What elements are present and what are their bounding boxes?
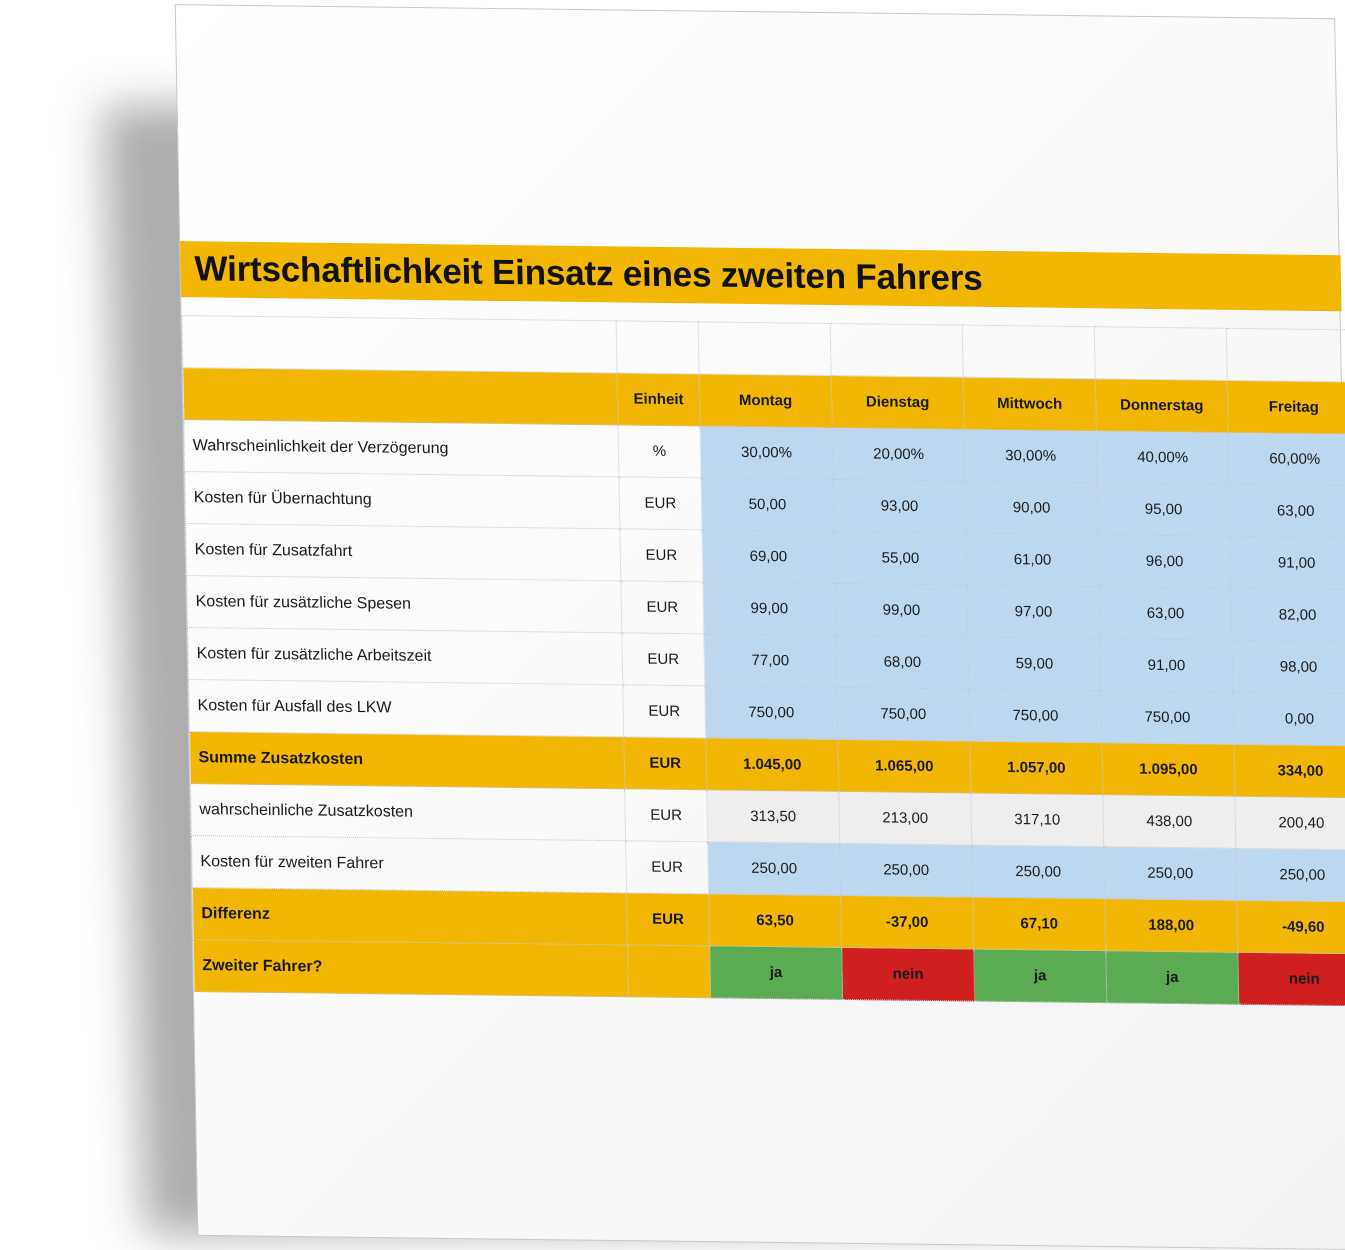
row-label: wahrscheinliche Zusatzkosten: [190, 783, 625, 840]
cell-value: 250,00: [1236, 848, 1345, 902]
worksheet-table: [181, 315, 1345, 1006]
cell-value: 750,00: [837, 687, 970, 741]
column-header-donnerstag: Donnerstag: [1095, 379, 1228, 433]
cell-value: 250,00: [840, 843, 973, 897]
cell-value-negative: -37,00: [841, 895, 974, 949]
cell-value: 82,00: [1231, 588, 1345, 642]
column-header-montag: Montag: [699, 374, 832, 428]
cell-value: 250,00: [708, 842, 841, 896]
cell-value: 93,00: [833, 479, 966, 533]
cell-value: 250,00: [972, 845, 1105, 899]
column-header-blank: [183, 368, 618, 425]
cell-value: 317,10: [971, 793, 1104, 847]
cell-value: 55,00: [834, 531, 967, 585]
cell-value: 97,00: [967, 585, 1100, 639]
spacer-cell: [1226, 328, 1345, 382]
cell-value: 69,00: [702, 530, 835, 584]
cell-value: 63,50: [709, 894, 842, 948]
row-unit: EUR: [627, 893, 710, 946]
decision-badge-yes: ja: [710, 946, 843, 1000]
row-label: Differenz: [192, 887, 627, 944]
cell-value: 188,00: [1105, 899, 1238, 953]
row-label: Kosten für zusätzliche Spesen: [187, 576, 622, 633]
decision-badge-yes: ja: [1106, 951, 1239, 1005]
row-unit: EUR: [623, 685, 706, 738]
spacer-cell: [962, 325, 1095, 379]
spacer-cell: [830, 323, 963, 377]
cell-value: 59,00: [968, 637, 1101, 691]
cell-value: 77,00: [704, 634, 837, 688]
cell-value: 99,00: [835, 583, 968, 637]
cell-value: 61,00: [966, 533, 1099, 587]
page-title: Wirtschaftlichkeit Einsatz eines zweiten Fahrers: [194, 249, 983, 298]
row-unit: EUR: [622, 633, 705, 686]
row-unit: [628, 945, 711, 998]
column-header-freitag: Freitag: [1227, 380, 1345, 434]
cell-value: 68,00: [836, 635, 969, 689]
row-unit: EUR: [619, 477, 702, 530]
column-header-unit: Einheit: [617, 373, 700, 426]
column-header-mittwoch: Mittwoch: [963, 377, 1096, 431]
cell-value: 1.095,00: [1102, 743, 1235, 797]
title-banner: [180, 241, 1341, 311]
cell-value: 99,00: [703, 582, 836, 636]
spacer-cell: [616, 321, 699, 374]
cell-value: 0,00: [1233, 692, 1345, 746]
row-unit: %: [618, 425, 701, 478]
decision-badge-no: nein: [842, 947, 975, 1001]
cell-value: 60,00%: [1228, 432, 1345, 486]
cell-value: 750,00: [705, 686, 838, 740]
cell-value: 98,00: [1232, 640, 1345, 694]
cell-value: 50,00: [701, 478, 834, 532]
cell-value: 750,00: [969, 689, 1102, 743]
cell-value: 30,00%: [964, 429, 1097, 483]
cell-value: 334,00: [1234, 744, 1345, 798]
cell-value: 95,00: [1097, 483, 1230, 537]
column-header-dienstag: Dienstag: [831, 375, 964, 429]
cell-value: 1.045,00: [706, 738, 839, 792]
cell-value: 91,00: [1230, 536, 1345, 590]
cell-value: 438,00: [1103, 795, 1236, 849]
spacer-cell: [182, 316, 617, 373]
row-unit: EUR: [624, 737, 707, 790]
spreadsheet-sheet: [175, 4, 1345, 1250]
row-label: Kosten für zweiten Fahrer: [191, 835, 626, 892]
cell-value: 90,00: [965, 481, 1098, 535]
spacer-cell: [698, 322, 831, 376]
row-unit: EUR: [625, 789, 708, 842]
cell-value: 1.057,00: [970, 741, 1103, 795]
row-label: Wahrscheinlichkeit der Verzögerung: [184, 420, 619, 477]
row-label: Kosten für Zusatzfahrt: [186, 524, 621, 581]
row-label: Kosten für Ausfall des LKW: [189, 680, 624, 737]
row-unit: EUR: [626, 841, 709, 894]
cell-value: 63,00: [1099, 587, 1232, 641]
cell-value: 200,40: [1235, 796, 1345, 850]
row-label: Kosten für Übernachtung: [185, 472, 620, 529]
cell-value: 250,00: [1104, 847, 1237, 901]
cell-value: 67,10: [973, 897, 1106, 951]
row-label: Summe Zusatzkosten: [190, 731, 625, 788]
row-unit: EUR: [621, 581, 704, 634]
cell-value: 40,00%: [1096, 431, 1229, 485]
cell-value: 20,00%: [832, 427, 965, 481]
cell-value: 91,00: [1100, 639, 1233, 693]
cell-value: 213,00: [839, 791, 972, 845]
spacer-cell: [1094, 327, 1227, 381]
cell-value-negative: -49,60: [1237, 900, 1345, 954]
cell-value: 750,00: [1101, 691, 1234, 745]
cell-value: 30,00%: [700, 426, 833, 480]
row-unit: EUR: [620, 529, 703, 582]
decision-badge-yes: ja: [974, 949, 1107, 1003]
row-label: Zweiter Fahrer?: [193, 939, 628, 996]
cell-value: 96,00: [1098, 535, 1231, 589]
decision-badge-no: nein: [1238, 952, 1345, 1006]
cell-value: 1.065,00: [838, 739, 971, 793]
cell-value: 63,00: [1229, 484, 1345, 538]
row-label: Kosten für zusätzliche Arbeitszeit: [188, 628, 623, 685]
cell-value: 313,50: [707, 790, 840, 844]
